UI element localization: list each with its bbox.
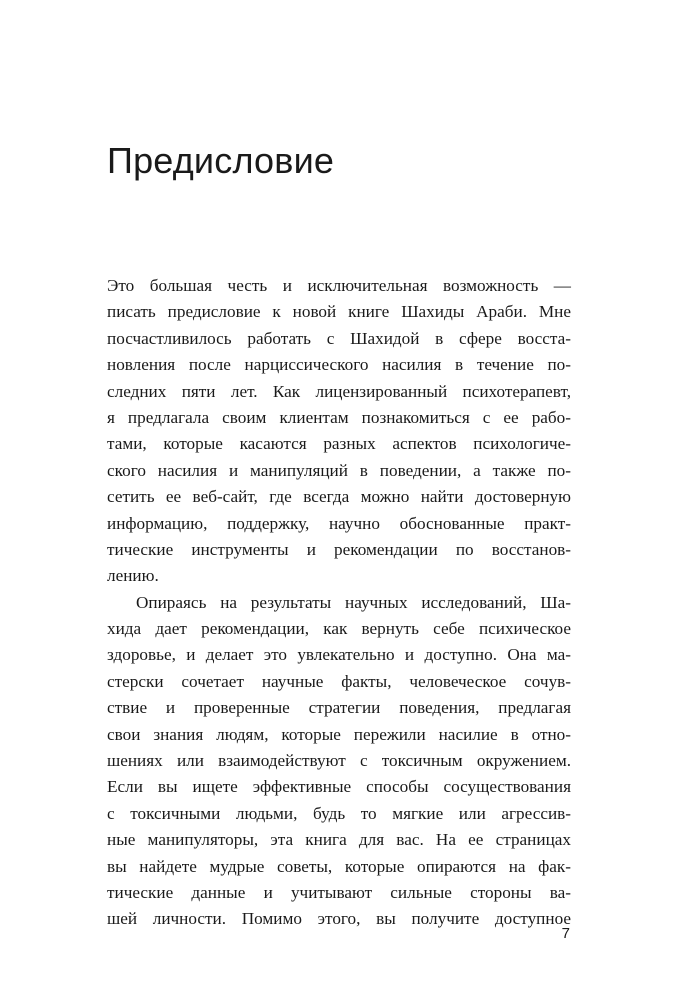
- page-number: 7: [561, 925, 570, 942]
- text-line: ные манипуляторы, эта книга для вас. На ее страницах: [107, 830, 571, 850]
- text-line: сетить ее веб-сайт, где всегда можно найти достоверную: [107, 487, 571, 507]
- text-line: Опираясь на результаты научных исследований, Ша-: [136, 592, 571, 612]
- paragraph-2: [107, 590, 571, 933]
- text-line: Это большая честь и исключительная возможность —: [107, 276, 571, 295]
- text-line: писать предисловие к новой книге Шахиды Араби. Мне: [107, 302, 571, 322]
- text-line: Если вы ищете эффективные способы сосуществования: [107, 777, 571, 797]
- text-line: я предлагала своим клиентам познакомиться с ее рабо-: [107, 407, 571, 427]
- text-line: вы найдете мудрые советы, которые опираются на фак-: [107, 856, 571, 876]
- text-line: ствие и проверенные стратегии поведения, предлагая: [107, 698, 571, 718]
- text-line: тические данные и учитывают сильные стороны ва-: [107, 882, 571, 902]
- text-line: тические инструменты и рекомендации по восстанов-: [107, 539, 571, 559]
- text-line: тами, которые касаются разных аспектов психологиче-: [107, 434, 571, 454]
- text-line: следних пяти лет. Как лицензированный психотерапевт,: [107, 381, 571, 401]
- text-line: шениях или взаимодействуют с токсичным окружением.: [107, 751, 571, 771]
- paragraph-1: [107, 273, 571, 590]
- text-line: стерски сочетает научные факты, человеческое сочув-: [107, 671, 571, 691]
- text-line: новления после нарциссического насилия в течение по-: [107, 355, 571, 375]
- text-line: ского насилия и манипуляций в поведении, а также по-: [107, 460, 571, 480]
- text-line: шей личности. Помимо этого, вы получите доступное: [107, 909, 571, 929]
- page-title: Предисловие: [107, 140, 335, 181]
- text-line: информацию, поддержку, научно обоснованные практ-: [107, 513, 571, 533]
- text-line: хида дает рекомендации, как вернуть себе психическое: [107, 619, 571, 639]
- text-line: здоровье, и делает это увлекательно и доступно. Она ма-: [107, 645, 571, 665]
- text-line: с токсичными людьми, будь то мягкие или агрессив-: [107, 803, 571, 823]
- text-line: свои знания людям, которые пережили насилие в отно-: [107, 724, 571, 744]
- body-text: [107, 273, 571, 933]
- text-line: лению.: [107, 566, 159, 586]
- text-line: посчастливилось работать с Шахидой в сфере восста-: [107, 328, 571, 348]
